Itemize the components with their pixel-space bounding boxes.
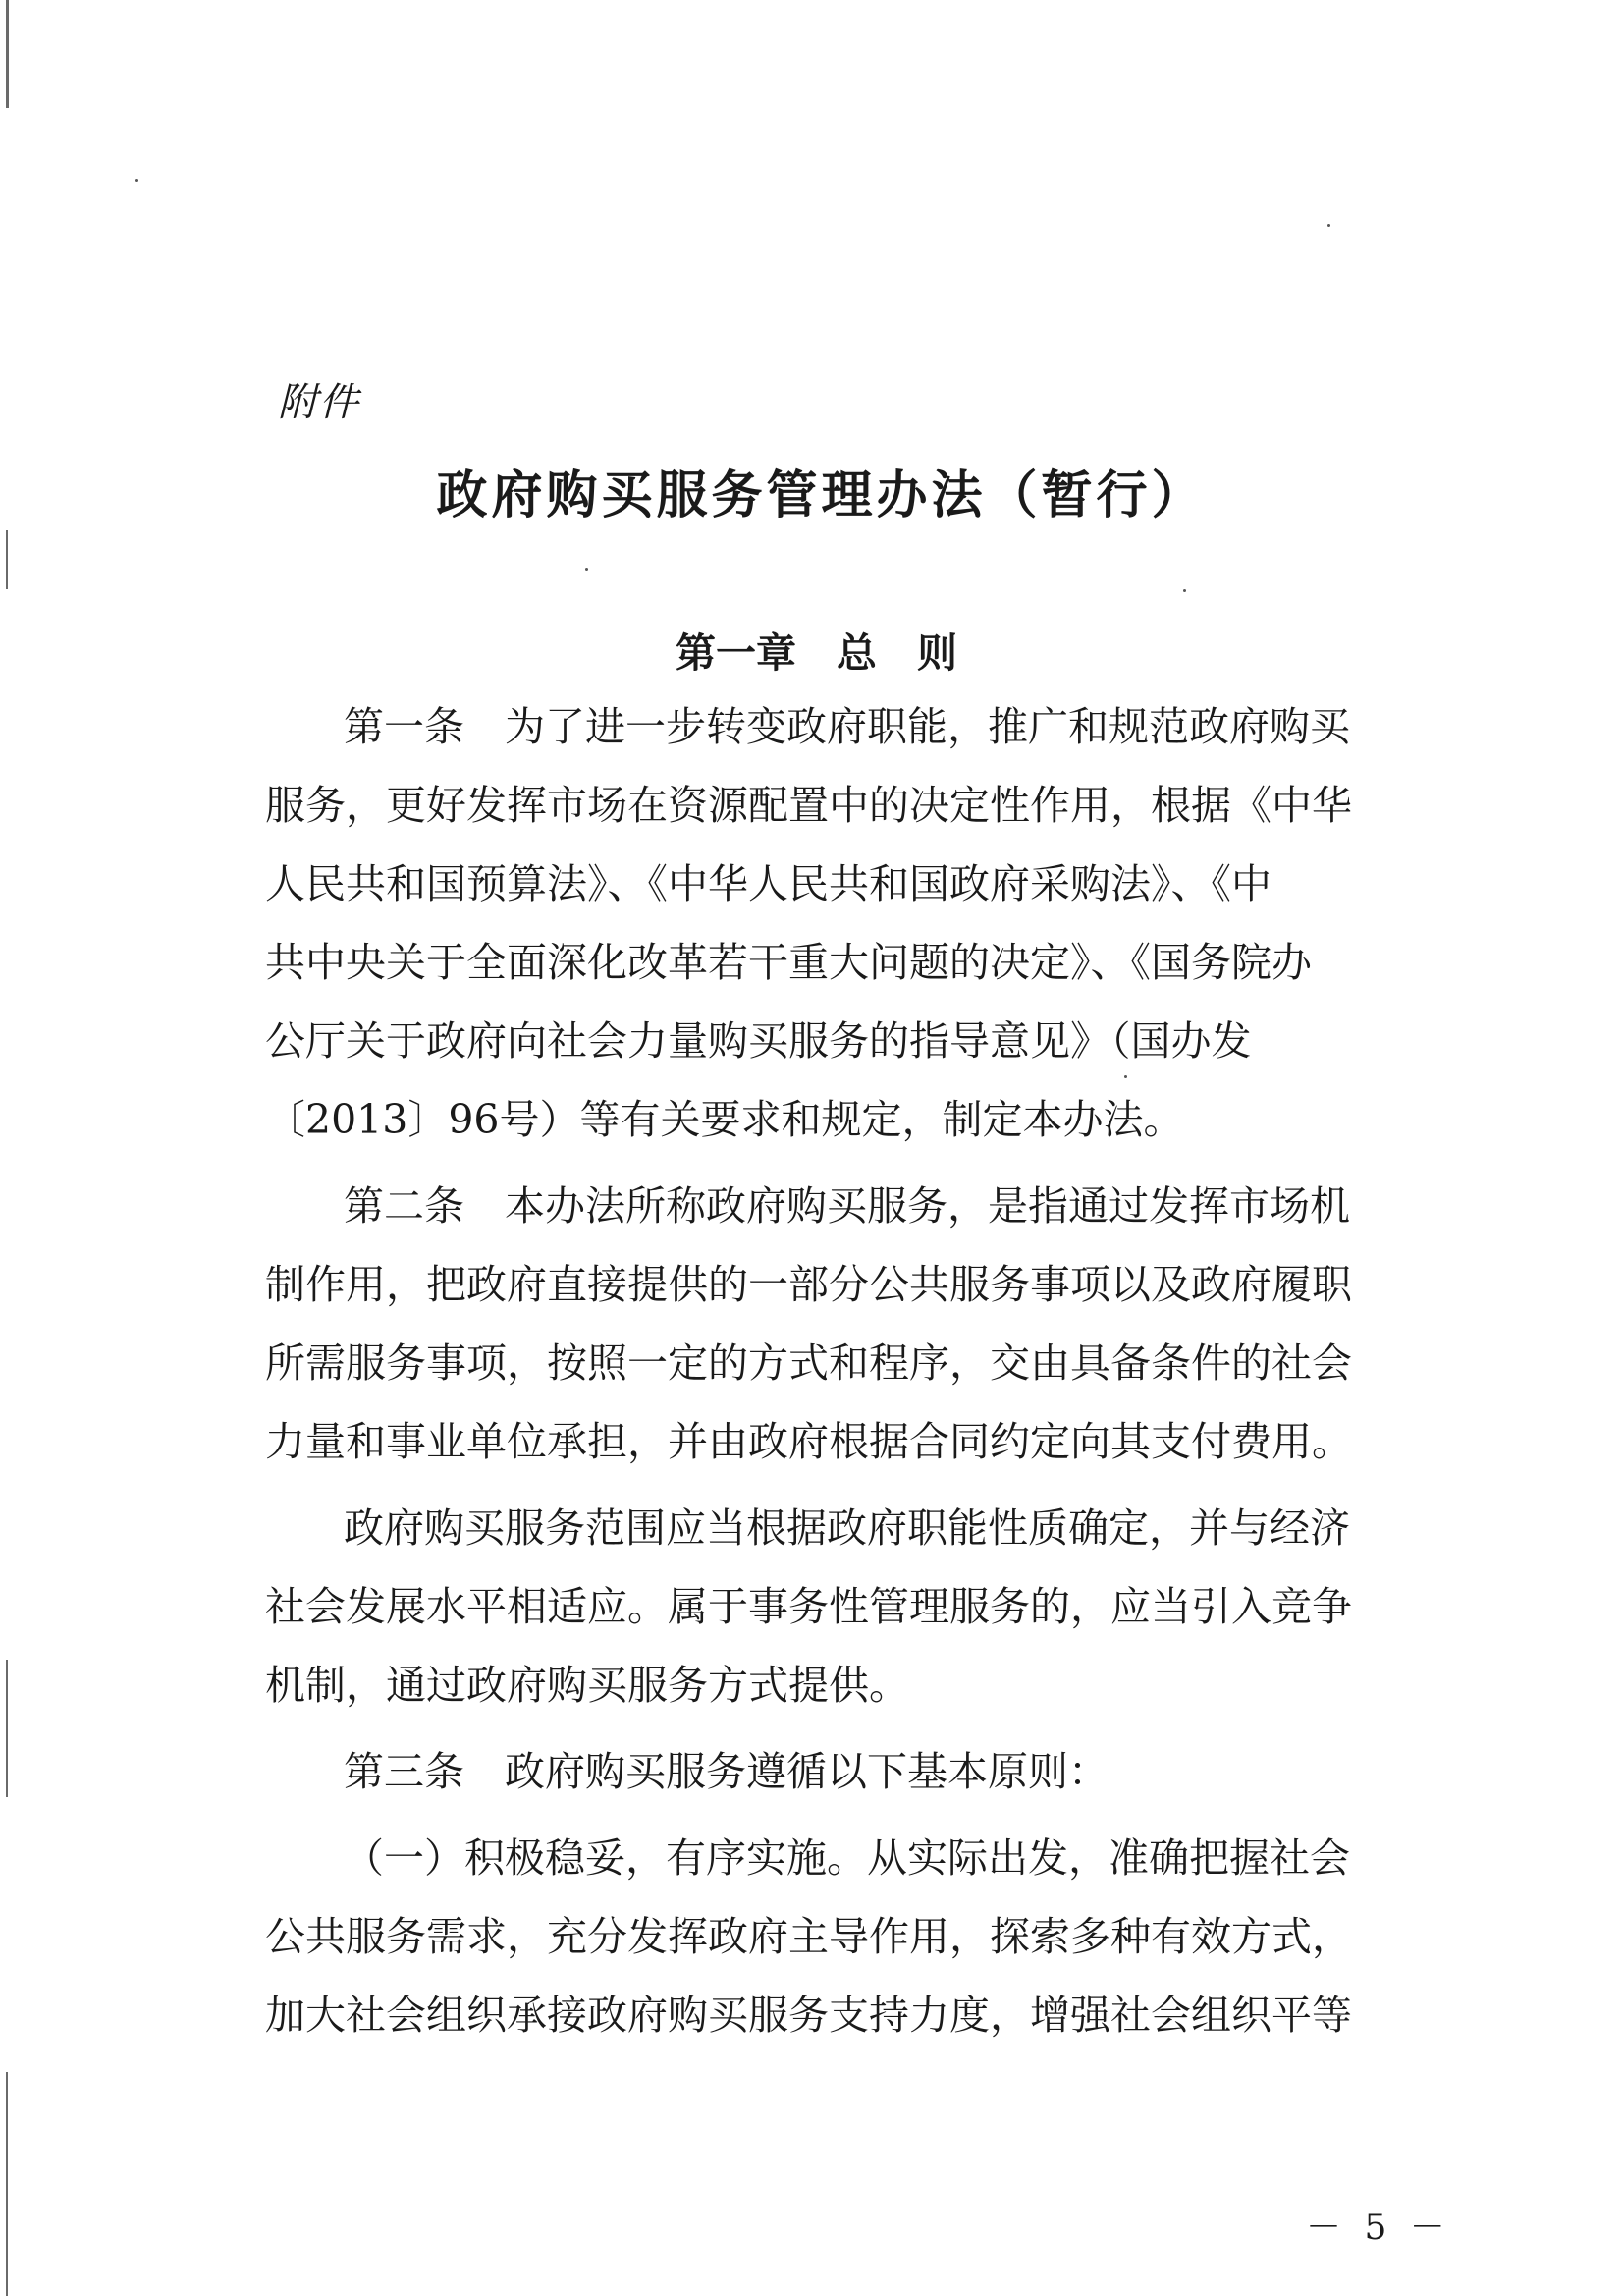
text-line: 制作用，把政府直接提供的一部分公共服务事项以及政府履职 [265, 1261, 1352, 1308]
scan-edge-mark [6, 1660, 8, 1797]
text-line: 〔2013〕96号）等有关要求和规定，制定本办法。 [265, 1096, 1184, 1143]
text-line: 公共服务需求，充分发挥政府主导作用，探索多种有效方式， [265, 1913, 1352, 1960]
scan-speck [135, 179, 138, 182]
text-line: 服务，更好发挥市场在资源配置中的决定性作用，根据《中华 [265, 782, 1352, 829]
text-line: 所需服务事项，按照一定的方式和程序，交由具备条件的社会 [265, 1339, 1352, 1387]
scan-speck [1327, 224, 1330, 227]
text-line: 社会发展水平相适应。属于事务性管理服务的，应当引入竞争 [265, 1583, 1352, 1630]
text-line: 政府购买服务范围应当根据政府职能性质确定，并与经济 [344, 1504, 1350, 1552]
text-line: 第二条 本办法所称政府购买服务，是指通过发挥市场机 [344, 1182, 1350, 1230]
text-line: （一）积极稳妥，有序实施。从实际出发，准确把握社会 [344, 1834, 1350, 1882]
text-line: 加大社会组织承接政府购买服务支持力度，增强社会组织平等 [265, 1992, 1352, 2039]
text-line: 第一条 为了进一步转变政府职能，推广和规范政府购买 [344, 703, 1350, 750]
text-line: 力量和事业单位承担，并由政府根据合同约定向其支付费用。 [265, 1418, 1352, 1465]
scan-speck [1183, 589, 1186, 592]
text-line: 公厅关于政府向社会力量购买服务的指导意见》（国办发 [265, 1017, 1252, 1065]
text-line: 机制，通过政府购买服务方式提供。 [265, 1662, 909, 1709]
chapter-heading: 第一章 总 则 [676, 629, 957, 677]
document-title: 政府购买服务管理办法（暂行） [436, 465, 1207, 525]
scan-speck [585, 568, 588, 571]
text-line: 共中央关于全面深化改革若干重大问题的决定》、《国务院办 [265, 939, 1312, 986]
text-line: 人民共和国预算法》、《中华人民共和国政府采购法》、《中 [265, 860, 1271, 907]
scan-edge-mark [6, 0, 9, 108]
scan-edge-mark [6, 2072, 8, 2296]
page-number: － 5 － [1306, 2208, 1451, 2248]
attachment-label: 附件 [278, 380, 360, 425]
scan-edge-mark [6, 530, 8, 589]
text-line: 第三条 政府购买服务遵循以下基本原则： [344, 1748, 1109, 1795]
